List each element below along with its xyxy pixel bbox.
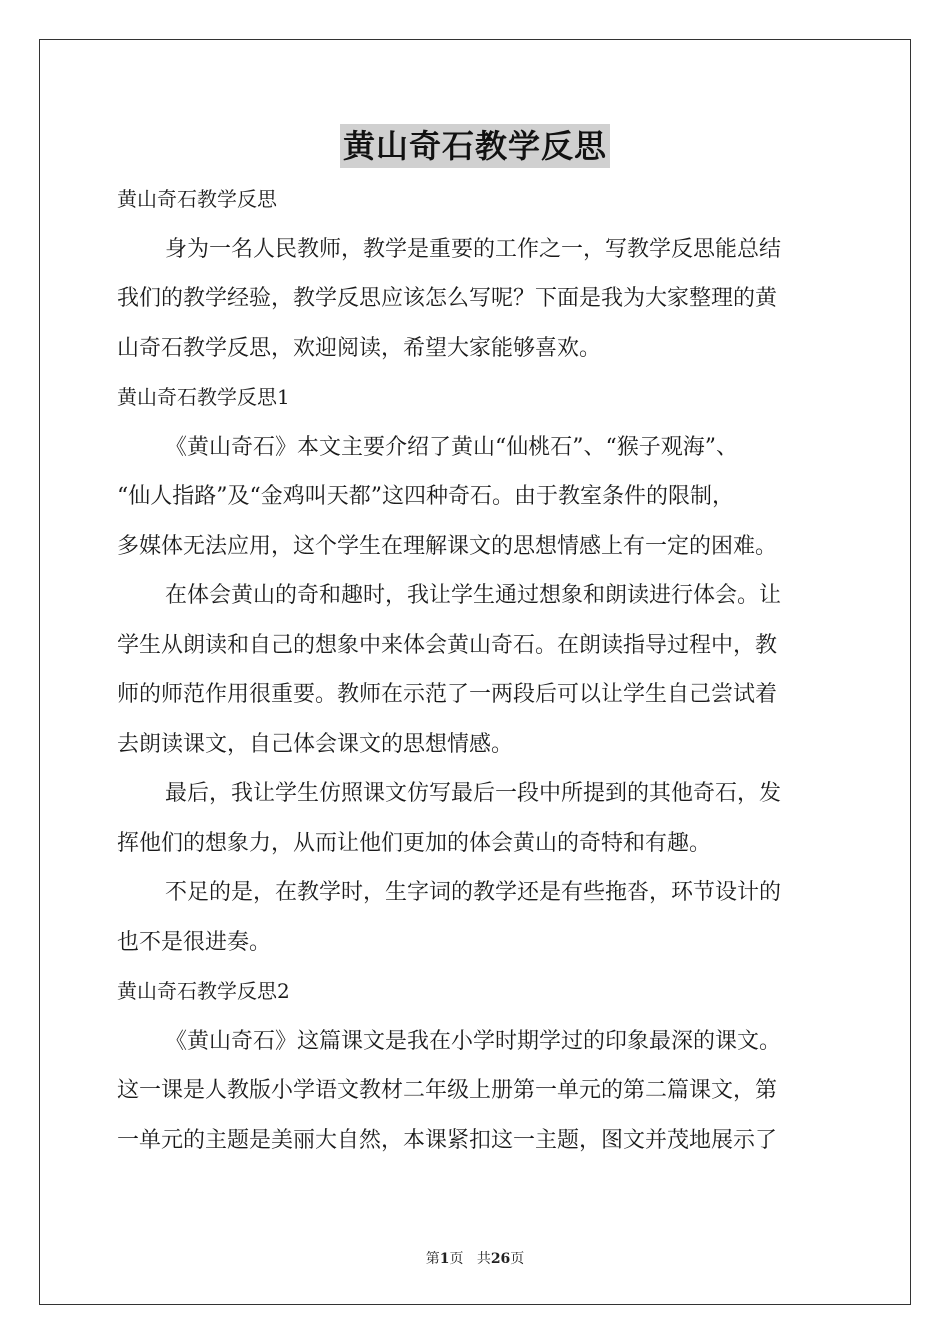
page-suffix: 页	[449, 1251, 464, 1267]
total-suffix: 页	[510, 1251, 525, 1267]
text-line: 最后，我让学生仿照课文仿写最后一段中所提到的其他奇石，发	[165, 781, 782, 806]
title-container	[0, 124, 950, 168]
text-line: 也不是很进奏。	[117, 929, 272, 955]
text-line: 《黄山奇石》本文主要介绍了黄山“仙桃石”、“猴子观海”、	[165, 434, 738, 460]
total-prefix: 共	[476, 1251, 491, 1267]
text-line: 多媒体无法应用，这个学生在理解课文的思想情感上有一定的困难。	[117, 533, 778, 559]
document-body	[117, 175, 835, 1165]
text-line: 学生从朗读和自己的想象中来体会黄山奇石。在朗读指导过程中，教	[117, 632, 778, 658]
text-line: 挥他们的想象力，从而让他们更加的体会黄山的奇特和有趣。	[117, 830, 712, 856]
text-line: 一单元的主题是美丽大自然，本课紧扣这一主题，图文并茂地展示了	[117, 1127, 778, 1153]
section-heading: 黄山奇石教学反思	[117, 187, 277, 211]
section-heading: 黄山奇石教学反思1	[117, 385, 290, 409]
document-title: 黄山奇石教学反思	[340, 124, 610, 168]
page-footer	[0, 1248, 950, 1268]
text-line: 我们的教学经验，教学反思应该怎么写呢？下面是我为大家整理的黄	[117, 286, 778, 311]
text-line: 身为一名人民教师，教学是重要的工作之一，写教学反思能总结	[165, 236, 782, 262]
text-line: 不足的是，在教学时，生字词的教学还是有些拖沓，环节设计的	[165, 880, 782, 905]
text-line: 这一课是人教版小学语文教材二年级上册第一单元的第二篇课文，第	[117, 1078, 778, 1103]
text-line: 师的师范作用很重要。教师在示范了一两段后可以让学生自己尝试着	[117, 682, 778, 707]
text-line: 《黄山奇石》这篇课文是我在小学时期学过的印象最深的课文。	[165, 1028, 782, 1054]
page-prefix: 第	[425, 1251, 440, 1267]
text-line: 在体会黄山的奇和趣时，我让学生通过想象和朗读进行体会。让	[165, 583, 782, 608]
text-line: 去朗读课文，自己体会课文的思想情感。	[117, 731, 514, 757]
text-line: “仙人指路”及“金鸡叫天都”这四种奇石。由于教室条件的限制，	[117, 484, 734, 509]
total-pages: 26	[490, 1251, 511, 1267]
text-line: 山奇石教学反思，欢迎阅读，希望大家能够喜欢。	[117, 335, 602, 361]
section-heading: 黄山奇石教学反思2	[117, 979, 290, 1003]
page-number: 1	[439, 1251, 450, 1267]
